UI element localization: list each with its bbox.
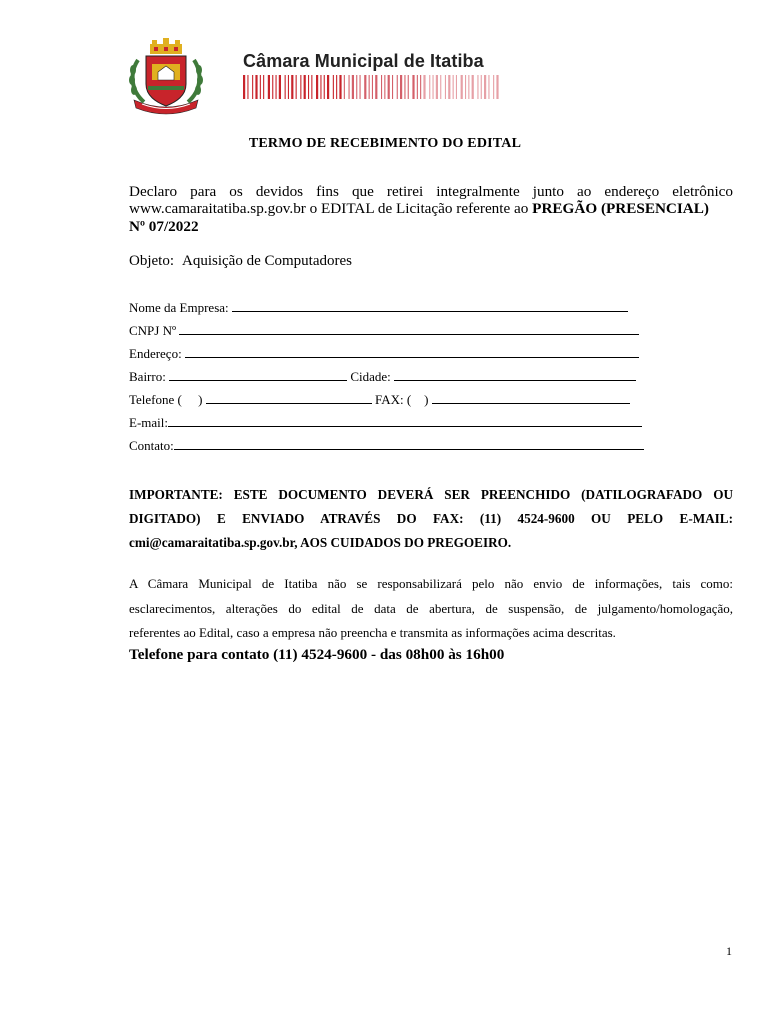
notice-line-2: esclarecimentos, alterações do edital de data de abertura, de suspensão, de julgamento/homologação, xyxy=(129,600,733,616)
declaration-line-2 xyxy=(129,200,733,217)
cnpj-label: CNPJ Nº xyxy=(129,323,177,338)
address-field[interactable] xyxy=(185,346,639,358)
notice-line-1: A Câmara Municipal de Itatiba não se responsabilizará pelo não envio de informações, tais como: xyxy=(129,576,733,591)
company-name-field[interactable] xyxy=(232,300,628,312)
cnpj-row xyxy=(129,323,639,339)
important-line-2: DIGITADO) E ENVIADO ATRAVÉS DO FAX: (11) 4524-9600 OU PELO E-MAIL: xyxy=(129,511,733,526)
notice-line-3: referentes ao Edital, caso a empresa não preencha e transmita as informações acima descritas. xyxy=(129,625,616,640)
declaration-line-1: Declaro para os devidos fins que retirei integralmente junto ao endereço eletrônico xyxy=(129,183,733,200)
declaration-number: Nº 07/2022 xyxy=(129,218,199,235)
objeto-label: Objeto: xyxy=(129,253,174,269)
city-label: Cidade: xyxy=(350,369,391,384)
fax-label: FAX: ( ) xyxy=(374,392,429,407)
important-line-3: cmi@camaraitatiba.sp.gov.br, AOS CUIDADOS DO PREGOEIRO. xyxy=(129,535,512,550)
phone-label: Telefone ( ) xyxy=(129,392,203,407)
cnpj-field[interactable] xyxy=(179,323,639,335)
email-field[interactable] xyxy=(168,415,642,427)
coat-of-arms-logo xyxy=(124,38,208,118)
fax-field[interactable] xyxy=(432,392,630,404)
important-line-1: IMPORTANTE: ESTE DOCUMENTO DEVERÁ SER PREENCHIDO (DATILOGRAFADO OU xyxy=(129,487,733,502)
objeto-value: Aquisição de Computadores xyxy=(182,253,352,269)
declaration-bold: PREGÃO (PRESENCIAL) xyxy=(532,200,709,217)
company-name-row xyxy=(129,300,628,316)
address-row xyxy=(129,346,639,362)
responsibility-notice xyxy=(129,572,733,646)
document-title: TERMO DE RECEBIMENTO DO EDITAL xyxy=(248,136,522,151)
district-label: Bairro: xyxy=(129,369,166,384)
contact-phone: Telefone para contato (11) 4524-9600 - das 08h00 às 16h00 xyxy=(129,646,505,663)
company-name-label: Nome da Empresa: xyxy=(129,300,229,315)
phone-fax-row xyxy=(129,392,630,408)
email-label: E-mail: xyxy=(129,415,168,430)
address-label: Endereço: xyxy=(129,346,182,361)
organization-name: Câmara Municipal de Itatiba xyxy=(243,51,484,71)
phone-field[interactable] xyxy=(206,392,372,404)
header-stripe-decoration xyxy=(243,75,501,99)
contact-field[interactable] xyxy=(174,438,644,450)
contact-row xyxy=(129,438,644,454)
district-field[interactable] xyxy=(169,369,347,381)
page-number: 1 xyxy=(726,944,732,958)
declaration-text: www.camaraitatiba.sp.gov.br o EDITAL de Licitação referente ao xyxy=(129,200,533,217)
objeto-row xyxy=(129,253,352,270)
important-notice xyxy=(129,483,733,555)
email-row xyxy=(129,415,642,431)
city-field[interactable] xyxy=(394,369,636,381)
district-city-row xyxy=(129,369,636,385)
contact-label: Contato: xyxy=(129,438,174,453)
